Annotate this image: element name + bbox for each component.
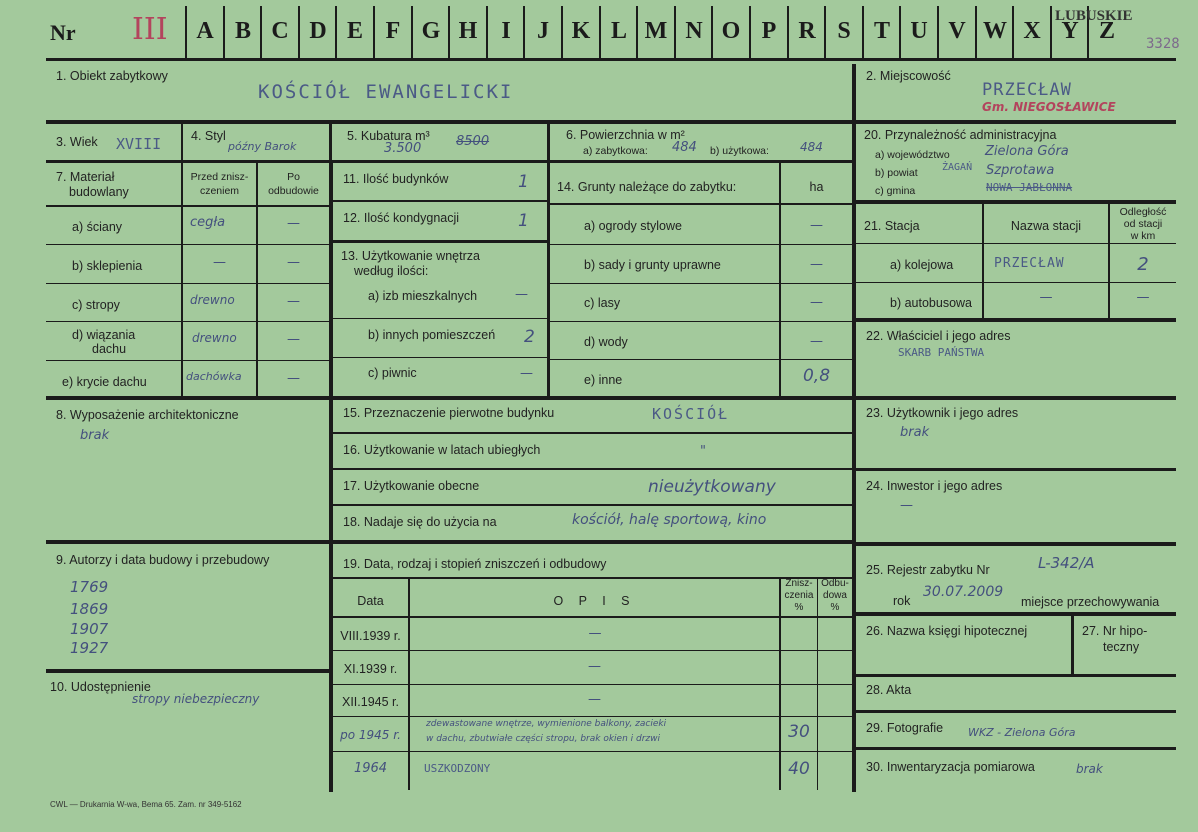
alphabet-divider <box>185 6 187 58</box>
f28-label: 28. Akta <box>866 683 912 697</box>
f8-label: 8. Wyposażenie architektoniczne <box>56 408 239 422</box>
f7-col-after-1: Po <box>287 171 300 183</box>
f6-label: 6. Powierzchnia w m² <box>566 128 685 142</box>
f2-label: 2. Miejscowość <box>866 69 951 83</box>
card-number: 3328 <box>1146 36 1180 52</box>
f16-value: " <box>700 444 706 459</box>
alphabet-letter: F <box>385 18 401 44</box>
alphabet-letter: X <box>1023 18 1041 44</box>
alphabet-letter: U <box>910 18 928 44</box>
f21-a-label: a) kolejowa <box>890 258 954 272</box>
f7-row-before: dachówka <box>186 370 242 383</box>
alphabet-divider <box>749 6 751 58</box>
f11-value: 1 <box>518 172 529 192</box>
f19-row-date: XII.1945 r. <box>342 695 399 709</box>
f19-row-desc: — <box>588 626 601 641</box>
f19-row-destr: 40 <box>788 759 810 779</box>
f3-label: 3. Wiek <box>56 135 98 149</box>
f7-row-before: drewno <box>190 293 235 307</box>
f14-row-label: d) wody <box>584 335 628 349</box>
f18-label: 18. Nadaje się do użycia na <box>343 515 497 529</box>
f2-gmina-stamp: Gm. NIEGOSŁAWICE <box>982 100 1116 114</box>
alphabet-divider <box>824 6 826 58</box>
alphabet-divider <box>298 6 300 58</box>
f12-value: 1 <box>518 211 529 231</box>
nr-value: III <box>132 12 168 47</box>
f30-label: 30. Inwentaryzacja pomiarowa <box>866 760 1035 774</box>
alphabet-divider <box>561 6 563 58</box>
f19-col-destr-2: czenia <box>784 590 814 601</box>
f19-row-date: po 1945 r. <box>340 728 401 742</box>
f7-row-label: a) ściany <box>72 220 123 234</box>
alphabet-letter: V <box>948 18 966 44</box>
f14-row-value: — <box>810 295 823 310</box>
alphabet-divider <box>1050 6 1052 58</box>
alphabet-letter: T <box>873 18 890 44</box>
alphabet-letter: W <box>983 18 1007 44</box>
f19-row-date: VIII.1939 r. <box>340 629 401 643</box>
alphabet-divider <box>636 6 638 58</box>
f13-a-label: a) izb mieszkalnych <box>368 289 478 303</box>
f19-row-date: XI.1939 r. <box>343 662 398 676</box>
f7-row-label: b) sklepienia <box>72 259 143 273</box>
f19-col-desc: O P I S <box>553 594 636 608</box>
f29-value: WKZ - Zielona Góra <box>968 726 1076 739</box>
f22-value: SKARB PAŃSTWA <box>898 346 985 359</box>
f16-label: 16. Użytkowanie w latach ubiegłych <box>343 443 541 457</box>
f19-row-destr: 30 <box>788 722 810 742</box>
alphabet-divider <box>787 6 789 58</box>
f20-b-label: b) powiat <box>875 167 918 179</box>
f19-row-desc: — <box>588 692 601 707</box>
f20-b-value-old: ŻAGAŃ <box>942 162 973 173</box>
alphabet-letter: S <box>837 18 851 44</box>
f23-label: 23. Użytkownik i jego adres <box>866 406 1019 420</box>
f17-label: 17. Użytkowanie obecne <box>343 479 480 493</box>
f7-col-after-2: odbudowie <box>268 185 319 197</box>
f6-b-label: b) użytkowa: <box>710 145 769 157</box>
f19-row-date: 1964 <box>353 761 388 776</box>
f12-label: 12. Ilość kondygnacji <box>343 211 460 225</box>
f13-b-label: b) innych pomieszczeń <box>368 328 496 342</box>
f19-row-desc: USZKODZONY <box>424 762 491 775</box>
f19-label: 19. Data, rodzaj i stopień zniszczeń i odbudowy <box>343 557 607 571</box>
alphabet-divider <box>223 6 225 58</box>
f20-a-value: Zielona Góra <box>985 144 1069 159</box>
f26-label: 26. Nazwa księgi hipotecznej <box>866 624 1028 638</box>
f9-year: 1927 <box>70 639 109 657</box>
alphabet-divider <box>711 6 713 58</box>
f14-row-value: 0,8 <box>802 366 831 386</box>
f21-col-dist-2: od stacji <box>1123 218 1163 230</box>
alphabet-divider <box>411 6 413 58</box>
f7-row-before: drewno <box>192 331 237 345</box>
alphabet-divider <box>599 6 601 58</box>
f7-row-before: cegła <box>190 215 226 230</box>
f14-row-label: b) sady i grunty uprawne <box>584 258 721 272</box>
f6-b-value: 484 <box>800 140 823 154</box>
f7-row-after: — <box>287 294 300 309</box>
f21-col-name: Nazwa stacji <box>1010 219 1082 233</box>
f23-value: brak <box>900 425 930 440</box>
f7-label-2: budowlany <box>69 185 129 199</box>
f14-row-value: — <box>810 257 823 272</box>
alphabet-divider <box>899 6 901 58</box>
alphabet-letter: B <box>234 18 251 44</box>
alphabet-letter: R <box>798 18 816 44</box>
alphabet-letter: J <box>537 18 549 44</box>
f15-value: KOŚCIÓŁ <box>652 405 730 423</box>
alphabet-letter: M <box>644 18 668 44</box>
alphabet-divider <box>937 6 939 58</box>
f5-value-old: 8500 <box>456 134 490 149</box>
region-stamp: LUBUSKIE <box>1055 8 1133 24</box>
f7-row-label: e) krycie dachu <box>62 375 147 389</box>
f3-value: XVIII <box>116 135 162 153</box>
f17-value: nieużytkowany <box>648 477 776 497</box>
f14-row-label: a) ogrody stylowe <box>584 219 682 233</box>
alphabet-divider <box>862 6 864 58</box>
alphabet-letter: Y <box>1061 18 1079 44</box>
f20-b-value: Szprotawa <box>986 163 1055 178</box>
alphabet-divider <box>373 6 375 58</box>
alphabet-letter: I <box>501 18 511 44</box>
print-imprint: CWL — Drukarnia W-wa, Bema 65. Zam. nr 349-5162 <box>50 800 242 809</box>
f15-label: 15. Przeznaczenie pierwotne budynku <box>343 406 555 420</box>
f25-nr-value: L-342/A <box>1038 554 1095 572</box>
f19-col-rebuild-2: dowa <box>823 590 847 601</box>
f14-row-label: e) inne <box>584 373 623 387</box>
f6-a-value: 484 <box>672 140 697 155</box>
f27-label-1: 27. Nr hipo- <box>1082 624 1148 638</box>
f4-label: 4. Styl <box>191 129 226 143</box>
f11-label: 11. Ilość budynków <box>343 172 449 186</box>
f7-row-before: — <box>213 255 226 270</box>
f7-row-after: — <box>287 371 300 386</box>
alphabet-divider <box>975 6 977 58</box>
f9-label: 9. Autorzy i data budowy i przebudowy <box>56 553 270 567</box>
f10-label: 10. Udostępnienie <box>50 680 151 694</box>
f9-year: 1769 <box>70 578 109 596</box>
alphabet-letter: L <box>610 18 627 44</box>
alphabet-divider <box>335 6 337 58</box>
f29-label: 29. Fotografie <box>866 721 944 735</box>
f25-label: 25. Rejestr zabytku Nr <box>866 563 990 577</box>
f19-row-desc: — <box>588 659 601 674</box>
f13-c-value: — <box>520 366 533 381</box>
f7-row-label: c) stropy <box>72 298 120 312</box>
f21-b-label: b) autobusowa <box>890 296 973 310</box>
f5-value: 3.500 <box>384 141 422 156</box>
f7-row-after: — <box>287 255 300 270</box>
f4-value: późny Barok <box>228 140 297 153</box>
f13-b-value: 2 <box>524 327 535 347</box>
f25-place-label: miejsce przechowywania <box>1021 595 1160 609</box>
f21-b-name: — <box>1039 290 1053 305</box>
f19-col-date: Data <box>357 594 384 608</box>
f24-value: — <box>900 498 913 513</box>
f1-label: 1. Obiekt zabytkowy <box>56 69 168 83</box>
alphabet-letter: C <box>271 18 289 44</box>
f9-year: 1869 <box>70 600 109 618</box>
f6-a-label: a) zabytkowa: <box>583 145 648 157</box>
f7-label-1: 7. Materiał <box>56 170 115 184</box>
alphabet-divider <box>486 6 488 58</box>
f19-col-destr-1: Znisz- <box>785 578 813 589</box>
f14-row-value: — <box>810 218 823 233</box>
f19-col-rebuild-3: % <box>830 602 840 613</box>
f1-value: KOŚCIÓŁ EWANGELICKI <box>258 81 514 103</box>
f24-label: 24. Inwestor i jego adres <box>866 479 1003 493</box>
alphabet-letter: O <box>721 18 741 44</box>
f30-value: brak <box>1076 762 1103 776</box>
alphabet-letter: Z <box>1098 18 1115 44</box>
f7-row-after: — <box>287 216 300 231</box>
f13-label-1: 13. Użytkowanie wnętrza <box>341 249 480 263</box>
f21-a-name: PRZECŁAW <box>994 256 1065 271</box>
f25-rok-value: 30.07.2009 <box>923 584 1004 600</box>
f20-c-value: NOWA JABŁONNA <box>986 181 1073 194</box>
f13-label-2: według ilości: <box>354 264 429 278</box>
alphabet-letter: P <box>761 18 777 44</box>
f14-unit: ha <box>809 180 824 194</box>
f21-label: 21. Stacja <box>864 219 920 233</box>
f21-col-dist-3: w km <box>1130 230 1156 242</box>
f19-row-desc-2: w dachu, zbutwiałe części stropu, brak okien i drzwi <box>426 734 661 744</box>
f7-col-before-1: Przed znisz- <box>190 171 249 183</box>
alphabet-letter: A <box>196 18 214 44</box>
alphabet-divider <box>448 6 450 58</box>
alphabet-letter: H <box>458 18 478 44</box>
f13-a-value: — <box>515 287 528 302</box>
f25-rok-label: rok <box>893 594 911 608</box>
f7-col-before-2: czeniem <box>199 185 240 197</box>
f14-label: 14. Grunty należące do zabytku: <box>557 180 737 194</box>
f20-c-label: c) gmina <box>875 185 916 197</box>
f9-year: 1907 <box>70 620 109 638</box>
alphabet-divider <box>523 6 525 58</box>
f7-row-label-2: dachu <box>92 342 127 356</box>
f22-label: 22. Właściciel i jego adres <box>866 329 1011 343</box>
alphabet-divider <box>674 6 676 58</box>
alphabet-divider <box>260 6 262 58</box>
f19-col-rebuild-1: Odbu- <box>821 578 849 589</box>
alphabet-letter: E <box>346 18 363 44</box>
alphabet-letter: K <box>571 18 591 44</box>
f7-row-after: — <box>287 332 300 347</box>
f8-value: brak <box>80 428 110 443</box>
f18-value: kościół, halę sportową, kino <box>572 512 767 528</box>
f20-a-label: a) województwo <box>875 149 950 161</box>
f20-label: 20. Przynależność administracyjna <box>864 128 1057 142</box>
f21-a-dist: 2 <box>1137 254 1149 275</box>
nr-label: Nr <box>50 20 76 45</box>
f13-c-label: c) piwnic <box>368 366 417 380</box>
f14-row-value: — <box>810 334 823 349</box>
f21-b-dist: — <box>1136 290 1150 305</box>
f27-label-2: teczny <box>1103 640 1140 654</box>
alphabet-letter: D <box>309 18 327 44</box>
alphabet-letter: N <box>685 18 703 44</box>
f5-label: 5. Kubatura m³ <box>347 129 430 143</box>
alphabet-divider <box>1012 6 1014 58</box>
alphabet-letter: G <box>421 18 441 44</box>
f10-value: stropy niebezpieczny <box>132 692 260 706</box>
f21-col-dist-1: Odległość <box>1119 206 1167 218</box>
f19-row-desc-1: zdewastowane wnętrze, wymienione balkony, zacieki <box>426 719 667 729</box>
f14-row-label: c) lasy <box>584 296 621 310</box>
f19-col-destr-3: % <box>794 602 804 613</box>
f7-row-label-1: d) wiązania <box>72 328 136 342</box>
f2-value: PRZECŁAW <box>982 80 1072 100</box>
